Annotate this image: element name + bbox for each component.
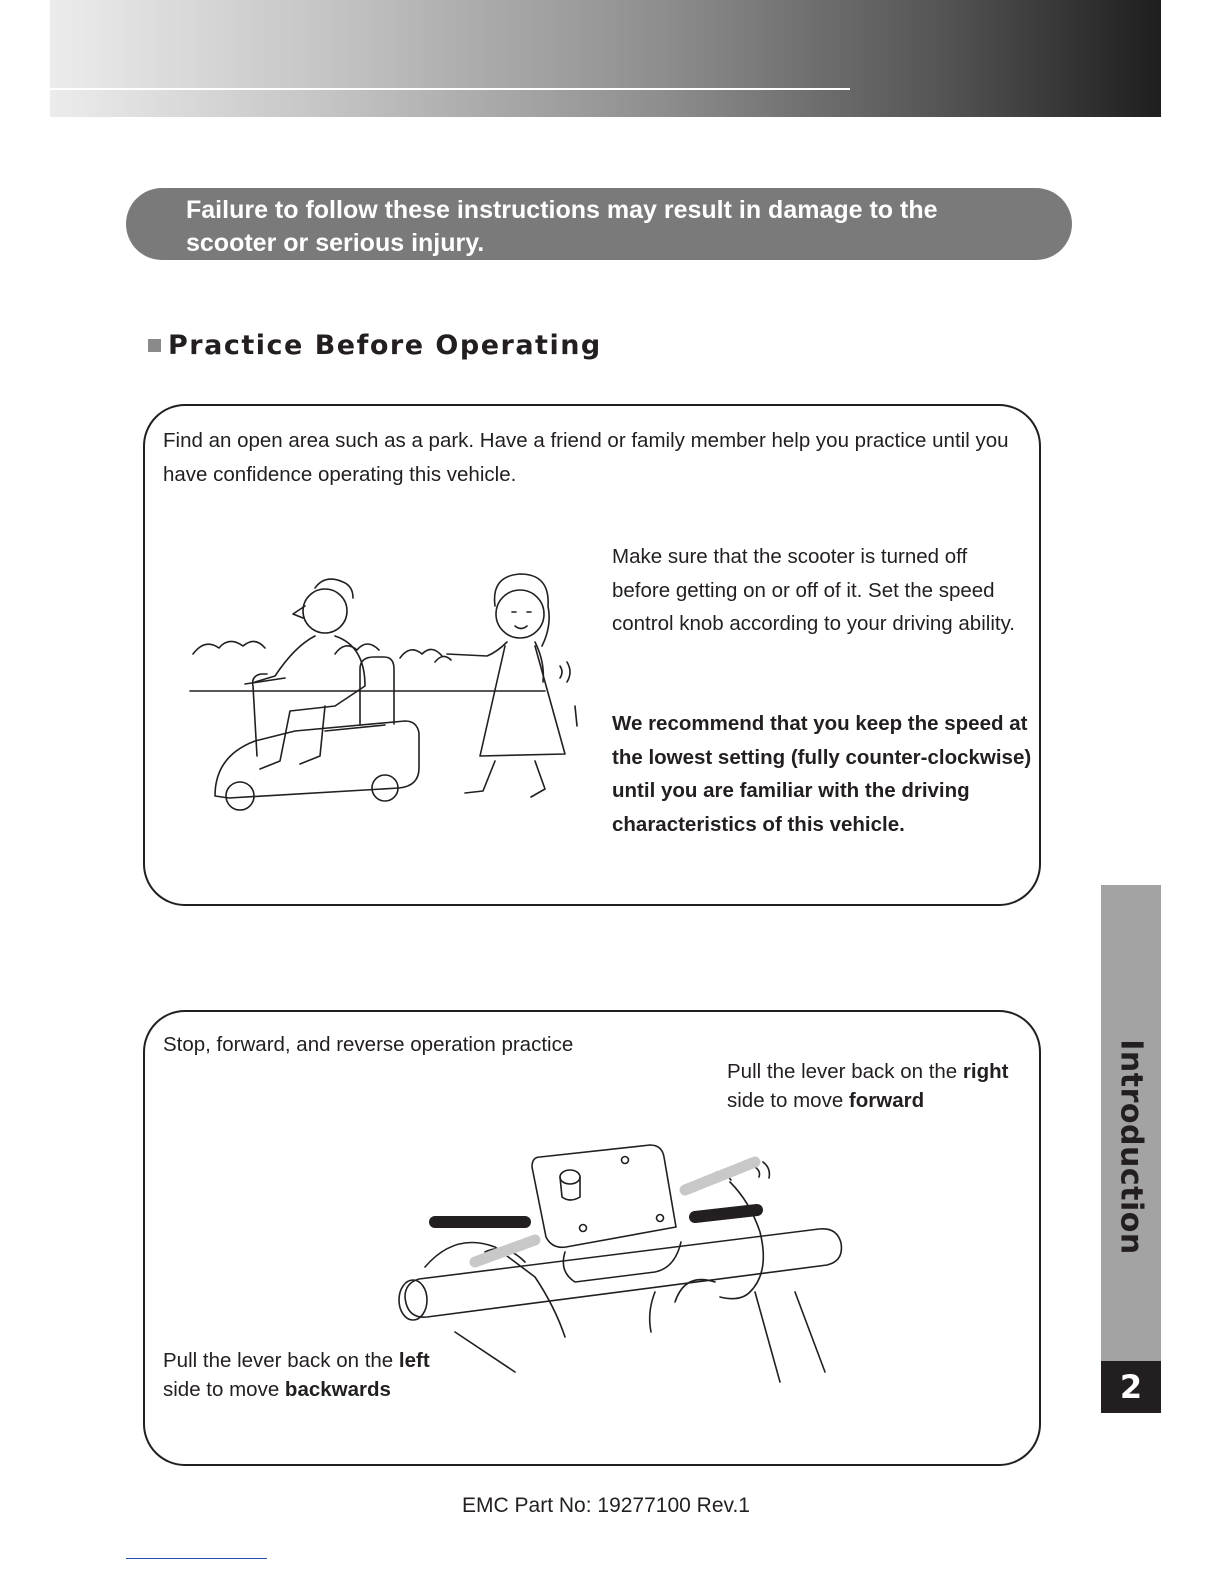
chapter-tab-label: Introduction xyxy=(1113,1039,1149,1255)
section-title: Practice Before Operating xyxy=(168,330,602,361)
square-bullet-icon xyxy=(148,339,161,352)
warning-line-1: Failure to follow these instructions may result in damage to the xyxy=(186,196,938,224)
backward-direction: backwards xyxy=(284,1378,391,1401)
page-number: 2 xyxy=(1101,1361,1161,1413)
warning-banner xyxy=(126,188,1072,260)
footer-link-underline xyxy=(126,1558,267,1559)
operation-box xyxy=(143,1010,1041,1466)
forward-text-pre: Pull the lever back on the xyxy=(727,1060,963,1083)
backward-instruction xyxy=(163,1346,503,1404)
practice-recommendation: We recommend that you keep the speed at the lowest setting (fully counter-clockwise) until you are familiar with the driving characteristics of this vehicle. xyxy=(612,712,1032,836)
warning-line-2: scooter or serious injury. xyxy=(186,229,485,257)
operation-intro: Stop, forward, and reverse operation practice xyxy=(163,1033,574,1056)
footer-part-number: EMC Part No: 19277100 Rev.1 xyxy=(462,1494,750,1517)
backward-side: left xyxy=(398,1349,430,1372)
practice-instructions: Make sure that the scooter is turned off before getting on or off of it. Set the speed control knob according to your driving ability. xyxy=(612,545,1015,635)
chapter-tab xyxy=(1101,885,1161,1361)
warning-text xyxy=(186,194,1036,260)
forward-text-mid: side to move xyxy=(727,1089,849,1112)
forward-direction: forward xyxy=(848,1089,925,1112)
header-band xyxy=(50,0,1161,117)
forward-instruction xyxy=(727,1057,1037,1115)
practice-box xyxy=(143,404,1041,906)
header-rule xyxy=(50,88,850,90)
forward-side: right xyxy=(962,1060,1009,1083)
backward-text-mid: side to move xyxy=(163,1378,285,1401)
scooter-practice-illustration xyxy=(185,566,585,816)
practice-intro: Find an open area such as a park. Have a friend or family member help you practice until you have confidence operating this vehicle. xyxy=(163,429,1009,486)
section-heading xyxy=(148,330,602,361)
backward-text-pre: Pull the lever back on the xyxy=(163,1349,399,1372)
